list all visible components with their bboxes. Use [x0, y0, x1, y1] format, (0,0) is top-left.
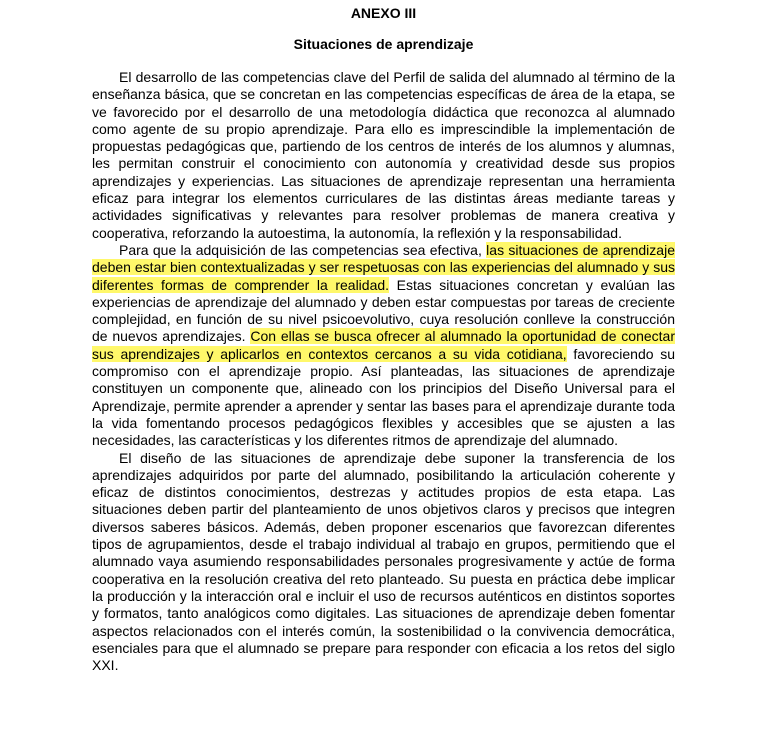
paragraph-1: [92, 69, 675, 242]
paragraph-2: [92, 242, 675, 450]
document-page: [92, 5, 675, 674]
paragraph-text: Estas situaciones concretan y evalúan las experiencias de aprendizaje del alumnado y deben estar compuestas por tareas de creciente complejidad, en función de su nivel psicoevolutivo, cuya resolución conlleve la construcción de nuevos aprendizajes.: [92, 276, 676, 345]
highlighted-text: las situaciones de aprendizaje deben estar bien contextualizadas y ser respetuosas con las experiencias del alumnado y sus diferentes formas de comprender la realidad.: [92, 241, 675, 293]
document-body: [92, 69, 675, 674]
paragraph-text: favoreciendo su compromiso con el aprendizaje propio. Así planteadas, las situaciones de aprendizaje constituyen un componente que, alineado con los principios del Diseño Universal para el Aprendizaje, permite aprender a aprender y sentar las bases para el aprendizaje durante toda la vida fomentando procesos pedagógicos flexibles y accesibles que se ajusten a las necesidades, las características y los diferentes ritmos de aprendizaje del alumnado.: [92, 345, 675, 449]
paragraph-text: El desarrollo de las competencias clave del Perfil de salida del alumnado al término de la enseñanza básica, que se concretan en las competencias específicas de área de la etapa, se ve favorecido por el desarrollo de una metodología didáctica que reconozca al alumnado como agente de su propio aprendizaje. Para ello es imprescindible la implementación de propuestas pedagógicas que, partiendo de los centros de interés de los alumnos y alumnas, les permitan construir el conocimiento con autonomía y creatividad desde sus propios aprendizajes y experiencias. Las situaciones de aprendizaje representan una herramienta eficaz para integrar los elementos curriculares de las distintas áreas mediante tareas y actividades significativas y relevantes para resolver problemas de manera creativa y cooperativa, reforzando la autoestima, la autonomía, la reflexión y la responsabilidad.: [92, 69, 675, 241]
highlighted-text: Con ellas se busca ofrecer al alumnado la oportunidad de conectar sus aprendizajes y aplicarlos en contextos cercanos a su vida cotidiana,: [92, 328, 675, 362]
paragraph-text: Para que la adquisición de las competencias sea efectiva,: [119, 241, 487, 258]
section-title: Situaciones de aprendizaje: [293, 36, 474, 52]
annex-title: ANEXO III: [350, 5, 417, 21]
paragraph-text: El diseño de las situaciones de aprendizaje debe suponer la transferencia de los aprendizajes adquiridos por parte del alumnado, posibilitando la articulación coherente y eficaz de distintos conocimientos, destrezas y actitudes propios de esta etapa. Las situaciones deben partir del planteamiento de unos objetivos claros y precisos que integren diversos saberes básicos. Además, deben proponer escenarios que favorezcan diferentes tipos de agrupamientos, desde el trabajo individual al trabajo en grupos, permitiendo que el alumnado vaya asumiendo responsabilidades personales progresivamente y actúe de forma cooperativa en la resolución creativa del reto planteado. Su puesta en práctica debe implicar la producción y la interacción oral e incluir el uso de recursos auténticos en distintos soportes y formatos, tanto analógicos como digitales. Las situaciones de aprendizaje deben fomentar aspectos relacionados con el interés común, la sostenibilidad o la convivencia democrática, esenciales para que el alumnado se prepare para responder con eficacia a los retos del siglo XXI.: [92, 449, 675, 674]
paragraph-3: [92, 450, 675, 675]
